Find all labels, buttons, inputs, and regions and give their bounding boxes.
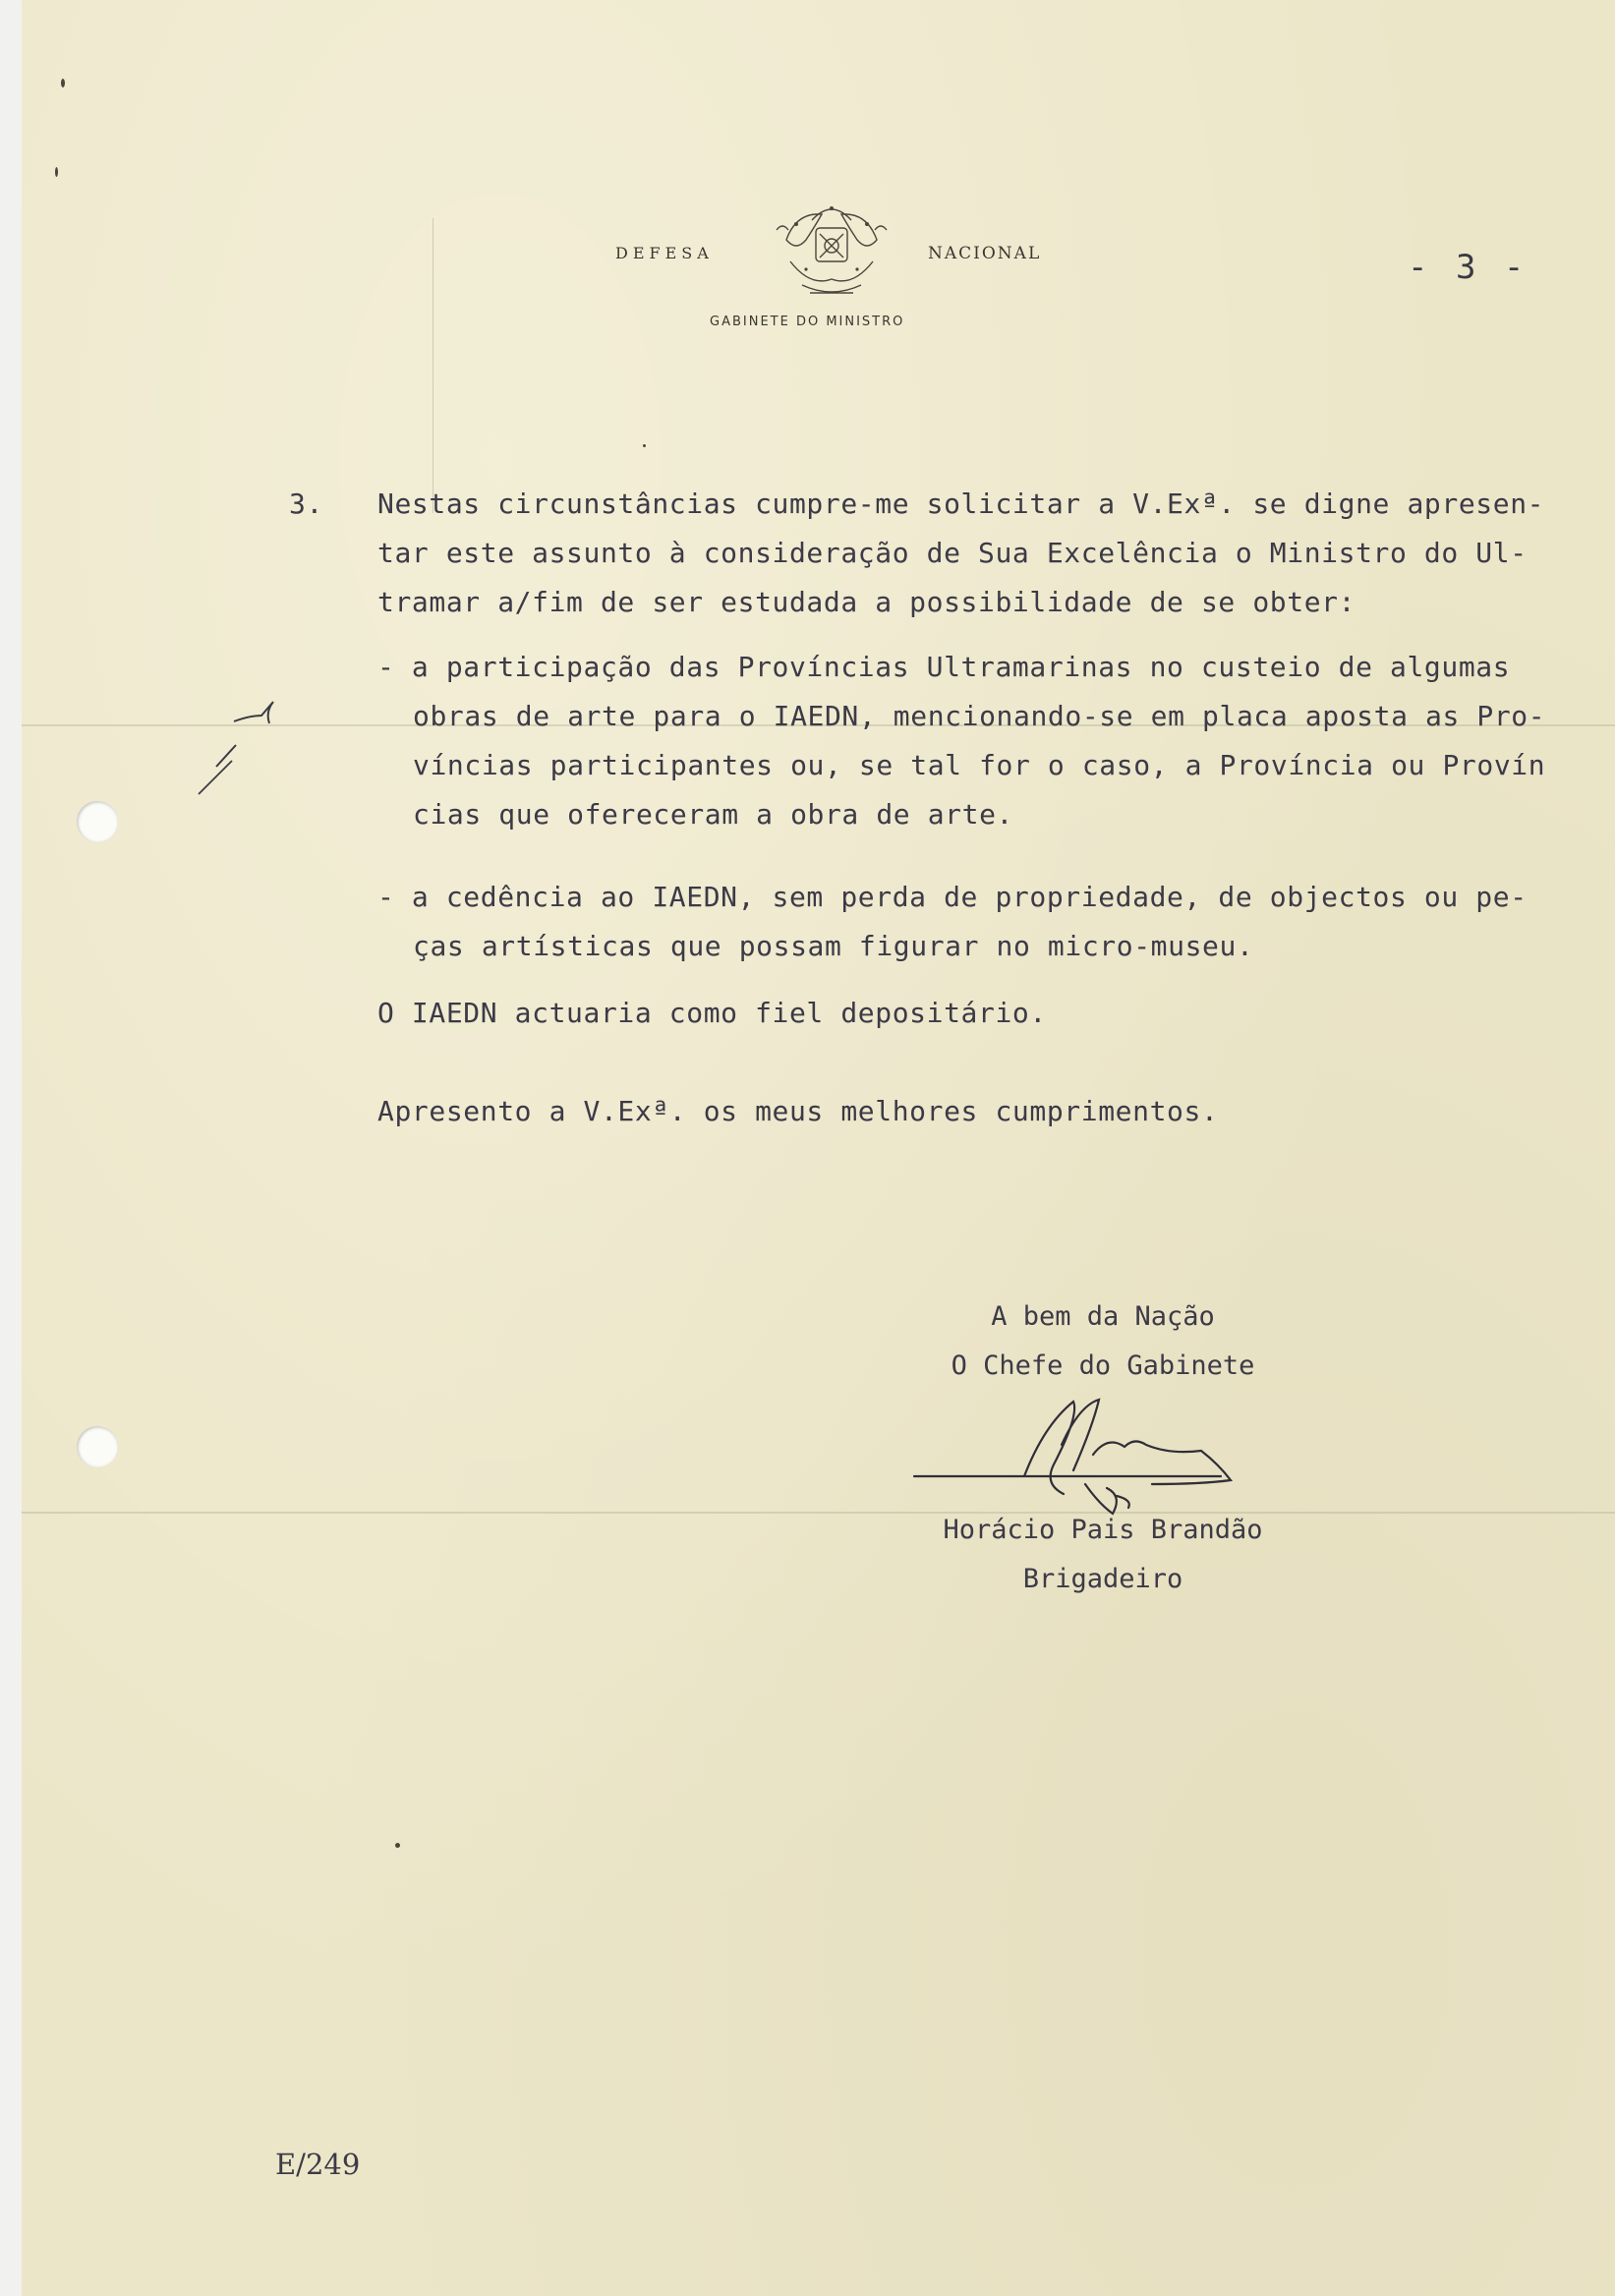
paper-speck bbox=[643, 444, 646, 447]
letter-body bbox=[289, 480, 1606, 1136]
paper-speck bbox=[395, 1843, 400, 1848]
letterhead bbox=[592, 197, 1103, 344]
document-page bbox=[22, 0, 1615, 2296]
bullet-line: cias que ofereceram a obra de arte. bbox=[413, 798, 1014, 831]
paper-speck bbox=[61, 79, 65, 87]
handwritten-margin-mark bbox=[179, 688, 297, 796]
paper-speck bbox=[55, 167, 58, 177]
signer-details bbox=[906, 1506, 1299, 1604]
salutation: A bem da Nação bbox=[991, 1301, 1215, 1332]
bullet-line: - a participação das Províncias Ultramarinas no custeio de algumas bbox=[377, 651, 1511, 683]
punch-hole bbox=[77, 1426, 118, 1467]
coat-of-arms-icon bbox=[767, 201, 896, 303]
bullet-line: ças artísticas que possam figurar no micro-museu. bbox=[413, 930, 1254, 962]
signer-name: Horácio Pais Brandão bbox=[943, 1515, 1263, 1545]
signer-role: O Chefe do Gabinete bbox=[951, 1350, 1255, 1381]
paragraph-number: 3. bbox=[289, 488, 323, 520]
letterhead-left-word: DEFESA bbox=[615, 244, 714, 262]
signer-rank: Brigadeiro bbox=[1022, 1564, 1183, 1594]
page-number: - 3 - bbox=[1408, 248, 1528, 287]
bullet-line: víncias participantes ou, se tal for o caso, a Província ou Provín bbox=[413, 749, 1546, 781]
paper-fold bbox=[22, 1512, 1615, 1514]
greeting: Apresento a V.Exª. os meus melhores cumprimentos. bbox=[377, 1095, 1219, 1127]
bullet-line: obras de arte para o IAEDN, mencionando-se em placa aposta as Pro- bbox=[413, 700, 1546, 732]
body-line: tar este assunto à consideração de Sua Excelência o Ministro do Ul- bbox=[377, 537, 1528, 569]
document-reference: E/249 bbox=[275, 2148, 361, 2181]
body-line: tramar a/fim de ser estudada a possibilidade de se obter: bbox=[377, 586, 1356, 618]
closing-note: O IAEDN actuaria como fiel depositário. bbox=[377, 997, 1047, 1029]
punch-hole bbox=[77, 801, 118, 842]
bullet-line: - a cedência ao IAEDN, sem perda de propriedade, de objectos ou pe- bbox=[377, 881, 1528, 913]
handwritten-signature bbox=[906, 1386, 1240, 1523]
body-line: Nestas circunstâncias cumpre-me solicitar a V.Exª. se digne apresen- bbox=[377, 488, 1545, 520]
letterhead-subtitle: GABINETE DO MINISTRO bbox=[710, 315, 905, 329]
letterhead-right-word: NACIONAL bbox=[928, 244, 1042, 263]
signature-block bbox=[887, 1292, 1319, 1391]
